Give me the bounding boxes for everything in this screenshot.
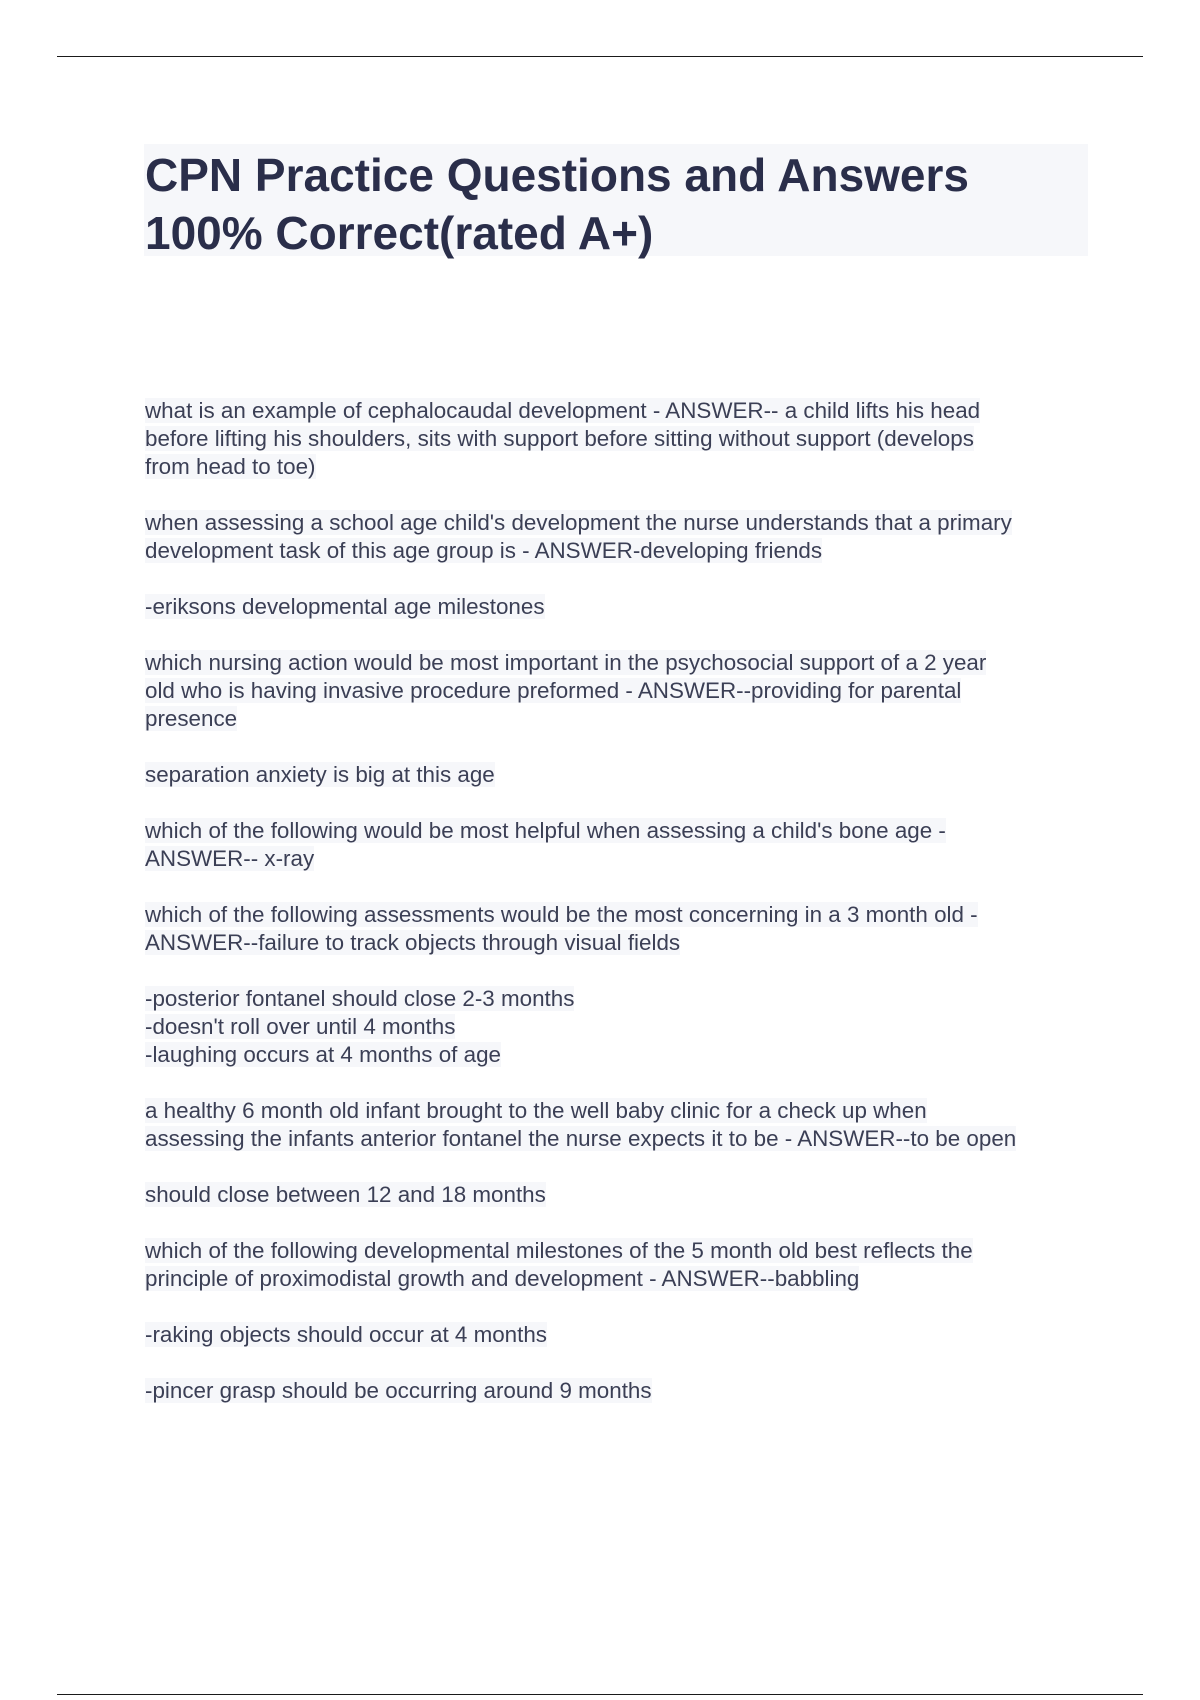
paragraph-5 — [145, 761, 1095, 789]
paragraph-text: when assessing a school age child's development the nurse understands that a primary development task of this age group is - ANSWER-developing friends — [145, 510, 1012, 563]
paragraph-text: separation anxiety is big at this age — [145, 762, 495, 787]
document-title — [145, 146, 1085, 262]
paragraph-7 — [145, 901, 1095, 957]
paragraph-text: -raking objects should occur at 4 months — [145, 1322, 547, 1347]
paragraph-12 — [145, 1321, 1095, 1349]
paragraph-10 — [145, 1181, 1095, 1209]
paragraph-13 — [145, 1377, 1095, 1405]
paragraph-1 — [145, 397, 1095, 481]
paragraph-3 — [145, 593, 1095, 621]
paragraph-text: which of the following would be most helpful when assessing a child's bone age - ANSWER-- x-ray — [145, 818, 946, 871]
title-line-1: CPN Practice Questions and Answers — [145, 149, 970, 201]
paragraph-text: -eriksons developmental age milestones — [145, 594, 545, 619]
paragraph-text: which of the following assessments would be the most concerning in a 3 month old - ANSWER--failure to track objects through visual fields — [145, 902, 978, 955]
paragraph-9 — [145, 1097, 1095, 1153]
paragraph-2 — [145, 509, 1095, 565]
paragraph-11 — [145, 1237, 1095, 1293]
paragraph-text: a healthy 6 month old infant brought to the well baby clinic for a check up when assessing the infants anterior fontanel the nurse expects it to be - ANSWER--to be open — [145, 1098, 1017, 1151]
top-rule — [57, 56, 1143, 57]
paragraph-6 — [145, 817, 1095, 873]
paragraph-text: which nursing action would be most important in the psychosocial support of a 2 year old who is having invasive procedure preformed - ANSWER--providing for parental presence — [145, 650, 987, 731]
bottom-rule — [57, 1694, 1143, 1695]
document-body — [145, 397, 1095, 1433]
paragraph-text: what is an example of cephalocaudal development - ANSWER-- a child lifts his head before lifting his shoulders, sits with support before sitting without support (develops from head to toe) — [145, 398, 981, 479]
paragraph-8 — [145, 985, 1095, 1069]
title-line-2: 100% Correct(rated A+) — [145, 207, 654, 259]
paragraph-text: which of the following developmental milestones of the 5 month old best reflects the principle of proximodistal growth and development - ANSWER--babbling — [145, 1238, 973, 1291]
paragraph-text: should close between 12 and 18 months — [145, 1182, 546, 1207]
paragraph-text: -pincer grasp should be occurring around 9 months — [145, 1378, 652, 1403]
paragraph-4 — [145, 649, 1095, 733]
paragraph-text: -posterior fontanel should close 2-3 months -doesn't roll over until 4 months -laughing occurs at 4 months of age — [145, 986, 575, 1067]
